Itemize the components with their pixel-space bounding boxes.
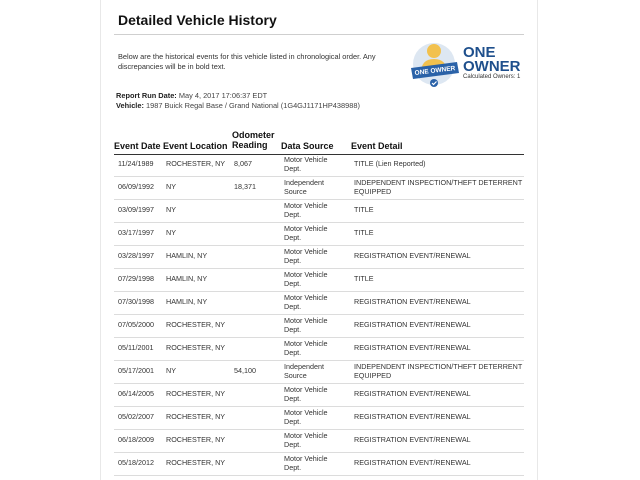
cell-data-source: Motor Vehicle Dept.	[284, 270, 328, 288]
cell-event-date: 05/02/2007	[118, 412, 154, 421]
cell-event-date: 07/29/1998	[118, 274, 154, 283]
table-row	[114, 315, 524, 338]
cell-data-source: Motor Vehicle Dept.	[284, 316, 328, 334]
table-row	[114, 384, 524, 407]
header-event-location: Event Location	[163, 141, 228, 151]
cell-event-detail: REGISTRATION EVENT/RENEWAL	[354, 435, 471, 444]
table-row	[114, 430, 524, 453]
one-owner-badge	[407, 40, 527, 90]
cell-event-location: NY	[166, 205, 176, 214]
cell-odometer: 8,067	[234, 159, 252, 168]
table-row	[114, 223, 524, 246]
table-row	[114, 246, 524, 269]
table-row	[114, 292, 524, 315]
cell-event-location: ROCHESTER, NY	[166, 320, 226, 329]
cell-data-source: Motor Vehicle Dept.	[284, 454, 328, 472]
table-row	[114, 361, 524, 384]
cell-event-location: NY	[166, 182, 176, 191]
one-owner-emblem-icon	[407, 40, 463, 90]
cell-data-source: Motor Vehicle Dept.	[284, 385, 328, 403]
cell-data-source: Motor Vehicle Dept.	[284, 247, 328, 265]
cell-event-detail: TITLE (Lien Reported)	[354, 159, 426, 168]
header-event-detail: Event Detail	[351, 141, 403, 151]
cell-event-detail: REGISTRATION EVENT/RENEWAL	[354, 320, 471, 329]
cell-event-location: ROCHESTER, NY	[166, 435, 226, 444]
table-row	[114, 453, 524, 476]
cell-event-detail: REGISTRATION EVENT/RENEWAL	[354, 458, 471, 467]
cell-event-detail: REGISTRATION EVENT/RENEWAL	[354, 297, 471, 306]
cell-event-location: ROCHESTER, NY	[166, 159, 226, 168]
intro-text: Below are the historical events for this vehicle listed in chronological order. Any discrepancies will be in bold text.	[118, 52, 376, 71]
cell-event-detail: TITLE	[354, 228, 374, 237]
cell-event-date: 06/09/1992	[118, 182, 154, 191]
brand-line-owner: OWNER	[463, 58, 521, 75]
cell-event-date: 03/09/1997	[118, 205, 154, 214]
cell-event-date: 03/28/1997	[118, 251, 154, 260]
cell-event-location: ROCHESTER, NY	[166, 343, 226, 352]
brand-line-one: ONE	[463, 44, 496, 61]
cell-event-detail: INDEPENDENT INSPECTION/THEFT DETERRENT EQUIPPED	[354, 362, 523, 380]
cell-event-location: ROCHESTER, NY	[166, 458, 226, 467]
cell-data-source: Independent Source	[284, 362, 324, 380]
cell-event-detail: REGISTRATION EVENT/RENEWAL	[354, 389, 471, 398]
report-meta	[116, 91, 360, 111]
report-run-date: May 4, 2017 17:06:37 EDT	[178, 91, 268, 100]
one-owner-brand	[463, 46, 521, 74]
cell-event-detail: TITLE	[354, 274, 374, 283]
cell-odometer: 54,100	[234, 366, 256, 375]
cell-odometer: 18,371	[234, 182, 256, 191]
history-table-header	[114, 130, 524, 155]
cell-event-date: 05/17/2001	[118, 366, 154, 375]
cell-data-source: Motor Vehicle Dept.	[284, 155, 328, 173]
cell-data-source: Motor Vehicle Dept.	[284, 408, 328, 426]
cell-event-date: 06/14/2005	[118, 389, 154, 398]
cell-event-detail: REGISTRATION EVENT/RENEWAL	[354, 343, 471, 352]
cell-data-source: Independent Source	[284, 178, 324, 196]
cell-event-date: 05/18/2012	[118, 458, 154, 467]
cell-event-detail: INDEPENDENT INSPECTION/THEFT DETERRENT EQUIPPED	[354, 178, 523, 196]
report-run-label: Report Run Date:	[116, 91, 177, 100]
header-data-source: Data Source	[281, 141, 334, 151]
cell-event-detail: REGISTRATION EVENT/RENEWAL	[354, 412, 471, 421]
cell-data-source: Motor Vehicle Dept.	[284, 339, 328, 357]
cell-event-detail: REGISTRATION EVENT/RENEWAL	[354, 251, 471, 260]
table-row	[114, 407, 524, 430]
cell-data-source: Motor Vehicle Dept.	[284, 431, 328, 449]
title-divider	[114, 34, 524, 35]
header-event-date: Event Date	[114, 141, 161, 151]
cell-data-source: Motor Vehicle Dept.	[284, 201, 328, 219]
cell-event-date: 11/24/1989	[118, 159, 154, 168]
cell-event-location: ROCHESTER, NY	[166, 412, 226, 421]
table-row	[114, 154, 524, 177]
cell-event-detail: TITLE	[354, 205, 374, 214]
cell-event-date: 07/30/1998	[118, 297, 154, 306]
cell-event-date: 05/11/2001	[118, 343, 154, 352]
cell-event-location: HAMLIN, NY	[166, 297, 208, 306]
page-title: Detailed Vehicle History	[118, 12, 277, 28]
calculated-owners: Calculated Owners: 1	[463, 74, 521, 80]
table-row	[114, 269, 524, 292]
vehicle-label: Vehicle:	[116, 101, 144, 110]
cell-event-location: HAMLIN, NY	[166, 274, 208, 283]
table-row	[114, 338, 524, 361]
cell-event-date: 06/18/2009	[118, 435, 154, 444]
cell-event-date: 07/05/2000	[118, 320, 154, 329]
vehicle-history-sheet	[100, 0, 538, 480]
cell-event-location: NY	[166, 366, 176, 375]
cell-data-source: Motor Vehicle Dept.	[284, 224, 328, 242]
badge-ribbon-text: ONE OWNER	[414, 65, 456, 77]
cell-event-location: NY	[166, 228, 176, 237]
cell-data-source: Motor Vehicle Dept.	[284, 293, 328, 311]
vehicle-description: 1987 Buick Regal Base / Grand National (1G4GJ1171HP438988)	[146, 101, 360, 110]
cell-event-location: ROCHESTER, NY	[166, 389, 226, 398]
history-table-body	[114, 154, 524, 476]
table-row	[114, 177, 524, 200]
table-row	[114, 200, 524, 223]
cell-event-date: 03/17/1997	[118, 228, 154, 237]
cell-event-location: HAMLIN, NY	[166, 251, 208, 260]
header-odometer: Odometer Reading	[232, 130, 275, 150]
